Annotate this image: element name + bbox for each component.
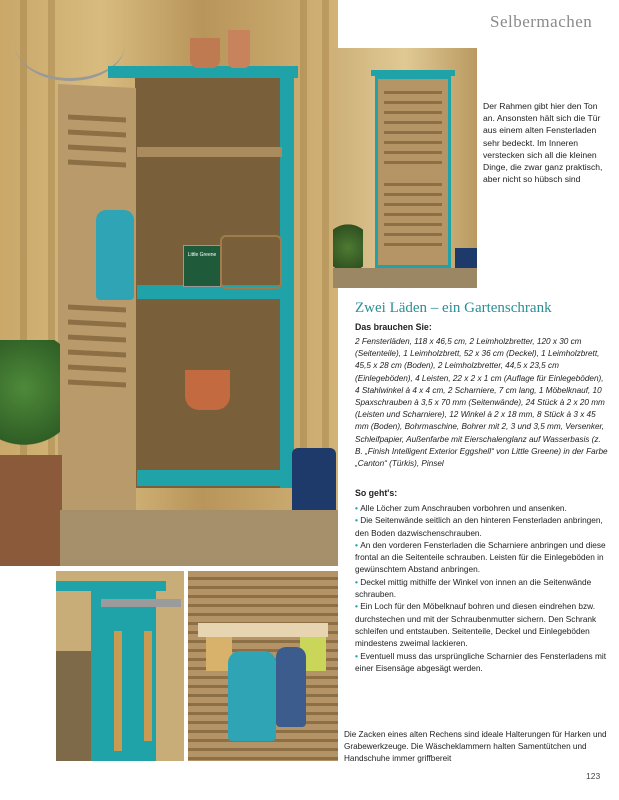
section-title: Selbermachen — [490, 12, 593, 31]
bullet-icon: • — [355, 576, 361, 587]
shutter-slat — [384, 213, 442, 216]
shutter-slat — [384, 193, 442, 196]
step-item: • An den vorderen Fensterladen die Scharniere anbringen und diese frontal an die Seitenteile schrauben. Leisten für die Einlegeböden in gewünschtem Abstand anbringen. — [355, 539, 606, 575]
bullet-icon: • — [355, 539, 361, 550]
garden-gloves-icon — [96, 210, 134, 300]
step-item: • Eventuell muss das ursprüngliche Scharnier des Fensterladens mit einer Eisensäge abgesägt werden. — [355, 650, 607, 673]
flower-pot-icon — [190, 38, 220, 68]
shutter-slat — [68, 114, 126, 122]
flower-pot-icon — [185, 370, 230, 410]
floral-gloves-icon — [276, 647, 306, 727]
paint-tin-label: Little Greene — [187, 252, 217, 258]
shutter-slat — [384, 243, 442, 246]
cabinet-door-shutter — [375, 76, 451, 268]
shutter-slat — [68, 319, 126, 327]
shutter-slat — [68, 304, 126, 312]
caption-top-right: Der Rahmen gibt hier den Ton an. Ansonsten hält sich die Tür aus einem alten Fensterladen sehr bedeckt. Im Inneren verstecken sich all die kleinen Dinge, die zwar ganz praktisch, aber nicht so hübsch sind — [483, 101, 603, 185]
cabinet-door-shutter — [58, 84, 136, 518]
bullet-icon: • — [355, 503, 361, 513]
plant-icon — [0, 340, 60, 460]
materials-list: 2 Fensterläden, 118 x 46,5 cm, 2 Leimholzbretter, 120 x 30 cm (Seitenteile), 1 Leimholzbrett, 52 x 36 cm (Deckel), 1 Leimholzbrett, 45,5 x 28 cm (Boden), 2 Leimholzbretter, 44,5 x 23,5 cm (Einlegeböden), 4 Leisten, 22 x 2 x 1 cm (Auflage für Einlegeböden), 4 Stahlwinkel à 4 x 4 cm, 2 Scharniere, 7 cm lang, 1 Möbelknauf, 10 Spaxschrauben à 3,5 x 70 mm (Seitenwände), 24 Stück à 2 x 20 mm (Leisten und Scharniere), 12 Winkel à 2 x 18 mm, 8 Stück à 3 x 45 mm (Boden), Bohrmaschine, Bohrer mit 2, 3 und 3,5 mm, Versenker, Schleifpapier, Außenfarbe mit Eierschalenglanz auf Wasserbasis (z. B. „Finish Intelligent Exterior Eggshell“ von Little Greene) in der Farbe „Canton“ (Türkis), Pinsel — [355, 337, 608, 469]
shutter-slat — [384, 161, 442, 164]
shutter-slat — [384, 233, 442, 236]
garden-gloves-icon — [228, 651, 276, 741]
shutter-slat — [68, 144, 126, 152]
materials-heading: Das brauchen Sie: — [355, 322, 432, 332]
shutter-slat — [384, 91, 442, 94]
planter-box — [0, 455, 62, 566]
page-number: 123 — [586, 771, 601, 781]
shutter-slat — [384, 131, 442, 134]
flower-pot-icon — [228, 30, 250, 68]
wooden-floor — [333, 268, 477, 288]
step-item: • Die Seitenwände seitlich an den hinteren Fensterladen anbringen, den Boden dazwischenschrauben. — [355, 515, 603, 538]
cabinet-bottom — [137, 470, 292, 486]
shutter-slat — [384, 151, 442, 154]
caption-bottom: Die Zacken eines alten Rechens sind ideale Halterungen für Harken und Grabewerkzeuge. Die Wäscheklammern halten Samentütchen und Handschuhe immer griffbereit — [344, 730, 607, 764]
shutter-slat — [68, 349, 126, 357]
tool-handle-icon — [144, 631, 152, 741]
step-item: • Alle Löcher zum Anschrauben vorbohren und ansenken. — [355, 503, 567, 513]
shutter-slat — [384, 101, 442, 104]
shutter-slat — [68, 129, 126, 137]
cabinet-top — [56, 581, 166, 591]
step-item: • Deckel mittig mithilfe der Winkel von innen an die Seitenwände schrauben. — [355, 576, 592, 600]
cabinet-interior — [56, 651, 91, 761]
shutter-slat — [68, 334, 126, 342]
steps-list — [355, 502, 613, 674]
detail-photo-tool-holder — [56, 571, 184, 761]
bullet-icon: • — [355, 601, 361, 612]
step-item: • Ein Loch für den Möbelknauf bohren und diesen eindrehen bzw. durchstechen und mit der Schraubenmutter sichern. Den Schrank schleifen und entstauben. Seitenteile, Deckel und Einlegeböden mindestens zweimal lackieren. — [355, 601, 597, 649]
shutter-slat — [384, 121, 442, 124]
shutter-slat — [384, 223, 442, 226]
tool-handle-icon — [114, 631, 122, 751]
bullet-icon: • — [355, 515, 361, 526]
article-title: Zwei Läden – ein Gartenschrank — [355, 300, 552, 316]
bullet-icon: • — [355, 650, 361, 661]
cabinet-side — [280, 78, 294, 488]
shutter-slat — [384, 111, 442, 114]
shutter-slat — [384, 203, 442, 206]
detail-photo-closed-cabinet — [333, 48, 477, 288]
wire-basket-icon — [220, 235, 282, 289]
shutter-slat — [384, 183, 442, 186]
cabinet-shelf — [137, 147, 282, 157]
rake-head-icon — [101, 599, 181, 607]
wooden-floor — [60, 510, 338, 566]
shutter-slat — [68, 364, 126, 372]
shutter-slat — [68, 379, 126, 387]
shutter-slat — [68, 159, 126, 167]
detail-photo-gloves-seed-packets — [188, 571, 338, 761]
wooden-strip — [198, 623, 328, 637]
steps-heading: So geht's: — [355, 488, 398, 498]
paint-tin-icon — [183, 245, 221, 287]
shutter-slat — [384, 141, 442, 144]
main-photo-garden-cabinet — [0, 0, 338, 566]
